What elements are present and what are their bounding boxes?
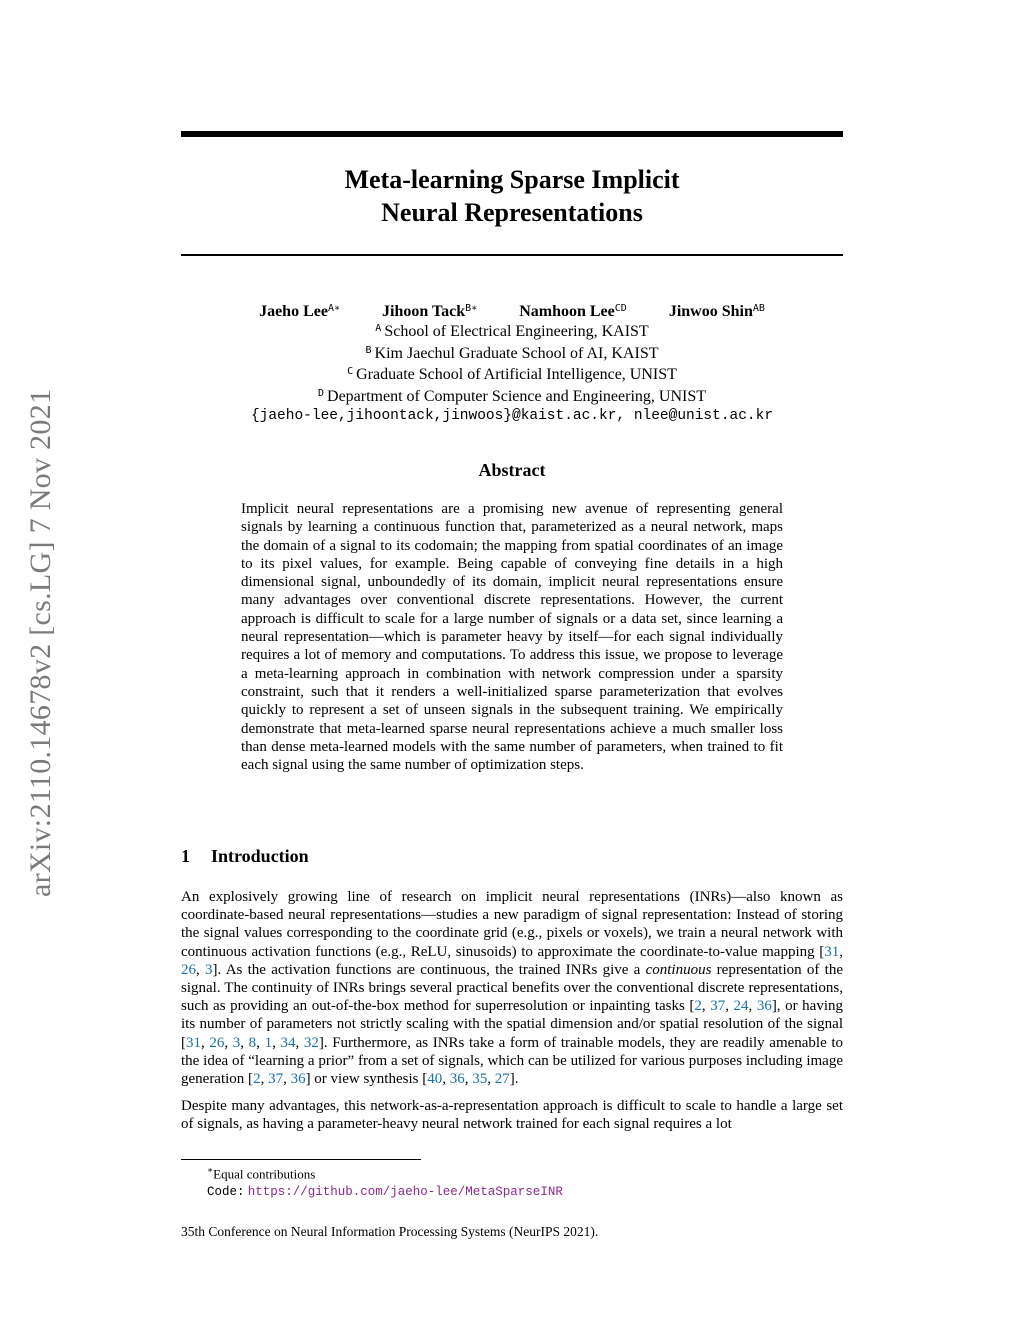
author-list xyxy=(181,299,843,322)
code-label: Code: xyxy=(207,1185,245,1200)
author-name: Namhoon Lee xyxy=(519,303,615,320)
paragraph-text: ], or having its number of parameters not strictly scaling with the spatial dimension and/or spatial resolution of the signal [ xyxy=(181,998,843,1051)
footnote-rule xyxy=(181,1159,421,1160)
author-name: Jaeho Lee xyxy=(259,303,328,320)
affiliation xyxy=(181,363,843,385)
affiliation xyxy=(181,385,843,407)
section-title: Introduction xyxy=(211,846,309,866)
citation-link[interactable]: 26 xyxy=(181,961,196,978)
title-line-2: Neural Representations xyxy=(381,198,643,227)
affiliation-text: Kim Jaechul Graduate School of AI, KAIST xyxy=(374,344,659,362)
citation-link[interactable]: 24 xyxy=(733,998,749,1015)
affiliation xyxy=(181,320,843,342)
section-heading-introduction xyxy=(181,846,843,867)
affiliation-mark: A xyxy=(375,323,382,334)
title-line-1: Meta-learning Sparse Implicit xyxy=(344,165,680,194)
affiliation-mark: B xyxy=(365,344,372,356)
arxiv-identifier[interactable]: arXiv:2110.14678v2 [cs.LG] 7 Nov 2021 xyxy=(24,388,57,898)
paper-title xyxy=(181,163,843,229)
citation-link[interactable]: 36 xyxy=(449,1071,465,1088)
citation-link[interactable]: 2 xyxy=(253,1071,261,1088)
citation-link[interactable]: 31 xyxy=(824,943,840,960)
paragraph-text: ] or view synthesis [ xyxy=(305,1071,428,1088)
paragraph-text: ]. xyxy=(509,1071,519,1088)
author-name: Jihoon Tack xyxy=(382,303,466,320)
footnote-text: Equal contributions xyxy=(213,1166,316,1182)
title-rule-bottom xyxy=(181,254,843,256)
emphasis-text: continuous xyxy=(645,961,712,978)
author-affiliation-marks: A∗ xyxy=(327,303,340,314)
affiliation-text: Department of Computer Science and Engineering, UNIST xyxy=(327,387,707,405)
intro-paragraph-1: An explosively growing line of research on implicit neural representations (INRs)—also known as coordinate-based neural representations—studies a new paradigm of signal representation: Instead of storing the signal values corresponding to the coordinate grid (e.g., pixels or voxels), we train a neural network with continuous activation functions (e.g., ReLU, sinusoids) to approximate the coordinate-to-value mapping [31, 26, 3]. As the activation functions are continuous, the trained INRs give a continuous representation of the signal. The continuity of INRs brings several practical benefits over the conventional discrete representations, such as providing an out-of-the-box method for superresolution or inpainting tasks [2, 37, 24, 36], or having its number of parameters not strictly scaling with the spatial dimension and/or spatial resolution of the signal [31, 26, 3, 8, 1, 34, 32]. Furthermore, as INRs take a form of trainable models, they are readily amenable to the idea of “learning a prior” from a set of signals, which can be utilized for various purposes including image generation [2, 37, 36] or view synthesis [40, 36, 35, 27]. xyxy=(181,889,844,1088)
title-rule-top xyxy=(181,131,843,137)
citation-link[interactable]: 31 xyxy=(186,1034,201,1051)
citation-link[interactable]: 27 xyxy=(494,1071,510,1088)
citation-link[interactable]: 1 xyxy=(264,1034,273,1051)
citation-link[interactable]: 34 xyxy=(280,1034,296,1051)
citation-link[interactable]: 3 xyxy=(232,1034,241,1051)
citation-link[interactable]: 32 xyxy=(303,1034,319,1051)
abstract-text: Implicit neural representations are a promising new avenue of representing general signals by learning a continuous function that, parameterized as a neural network, maps the domain of a signal to its codomain; the mapping from spatial coordinates of an image to its pixel values, for example. Being capable of conveying fine details in a high dimensional signal, unboundedly of its domain, implicit neural representations ensure many advantages over conventional discrete representations. However, the current approach is difficult to scale for a large number of signals or a data set, since learning a neural representation—which is parameter heavy by itself—for each signal individually requires a lot of memory and computations. To address this issue, we propose to leverage a meta-learning approach in combination with network compression under a sparsity constraint, such that it renders a well-initialized sparse parameterization that evolves quickly to represent a set of unseen signals in the subsequent training. We empirically demonstrate that meta-learned sparse neural representations achieve a much smaller loss than dense meta-learned models with the same number of parameters, when trained to fit each signal using the same number of optimization steps. xyxy=(241,501,783,774)
author xyxy=(519,299,627,322)
author-affiliation-marks: AB xyxy=(752,303,765,314)
paragraph-text: An explosively growing line of research on implicit neural representations (INRs)—also known as coordinate-based neural representations—studies a new paradigm of signal representation: Instead of storing the signal values corresponding to the coordinate grid (e.g., pixels or voxels), we train a neural network with continuous activation functions (e.g., ReLU, sinusoids) to approximate the coordinate-to-value mapping [ xyxy=(181,889,843,960)
affiliation xyxy=(181,342,843,364)
citation-link[interactable]: 26 xyxy=(209,1034,225,1051)
affiliation-list xyxy=(181,320,843,426)
code-repository-link[interactable]: https://github.com/jaeho-lee/MetaSparseINR xyxy=(247,1185,563,1200)
citation-link[interactable]: 2 xyxy=(694,998,702,1015)
affiliation-text: Graduate School of Artificial Intelligence, UNIST xyxy=(356,366,677,383)
author-name: Jinwoo Shin xyxy=(668,303,753,320)
affiliation-mark: D xyxy=(317,387,325,399)
author xyxy=(669,299,765,322)
introduction-body xyxy=(181,888,843,1142)
footnotes xyxy=(207,1162,827,1201)
paragraph-text: representation of the signal. The continuity of INRs brings several practical benefits over the conventional discrete representations, such as providing an out-of-the-box method for superresolution or inpainting tasks [ xyxy=(181,961,843,1015)
footnote-mark: ∗ xyxy=(207,1165,214,1175)
conference-note: 35th Conference on Neural Information Processing Systems (NeurIPS 2021). xyxy=(181,1224,599,1239)
author-affiliation-marks: B∗ xyxy=(465,303,478,314)
author-emails: {jaeho-lee,jihoontack,jinwoos}@kaist.ac.kr, nlee@unist.ac.kr xyxy=(250,408,774,424)
citation-link[interactable]: 3 xyxy=(205,961,213,978)
affiliation-mark: C xyxy=(347,366,354,377)
affiliation-text: School of Electrical Engineering, KAIST xyxy=(384,323,649,340)
citation-link[interactable]: 37 xyxy=(268,1071,284,1088)
section-number: 1 xyxy=(181,846,190,866)
citation-link[interactable]: 36 xyxy=(756,998,772,1015)
paragraph-text: ]. As the activation functions are continuous, the trained INRs give a xyxy=(212,961,646,978)
abstract-heading: Abstract xyxy=(478,460,546,480)
citation-link[interactable]: 35 xyxy=(472,1071,488,1088)
citation-link[interactable]: 8 xyxy=(248,1034,257,1051)
citation-link[interactable]: 36 xyxy=(290,1071,306,1088)
footnote-code xyxy=(207,1182,827,1201)
citation-link[interactable]: 40 xyxy=(427,1071,443,1088)
author xyxy=(382,299,477,322)
author xyxy=(259,299,340,322)
intro-paragraph-2: Despite many advantages, this network-as-a-representation approach is difficult to scale to handle a large set of signals, as having a parameter-heavy neural network trained for each signal requires a lot xyxy=(181,1098,843,1133)
paragraph-text: ]. Furthermore, as INRs take a form of trainable models, they are readily amenable to the idea of “learning a prior” from a set of signals, which can be utilized for various purposes including image generation [ xyxy=(181,1034,844,1088)
footnote-equal-contribution xyxy=(207,1162,827,1182)
author-affiliation-marks: CD xyxy=(614,303,627,314)
citation-link[interactable]: 37 xyxy=(710,998,726,1015)
